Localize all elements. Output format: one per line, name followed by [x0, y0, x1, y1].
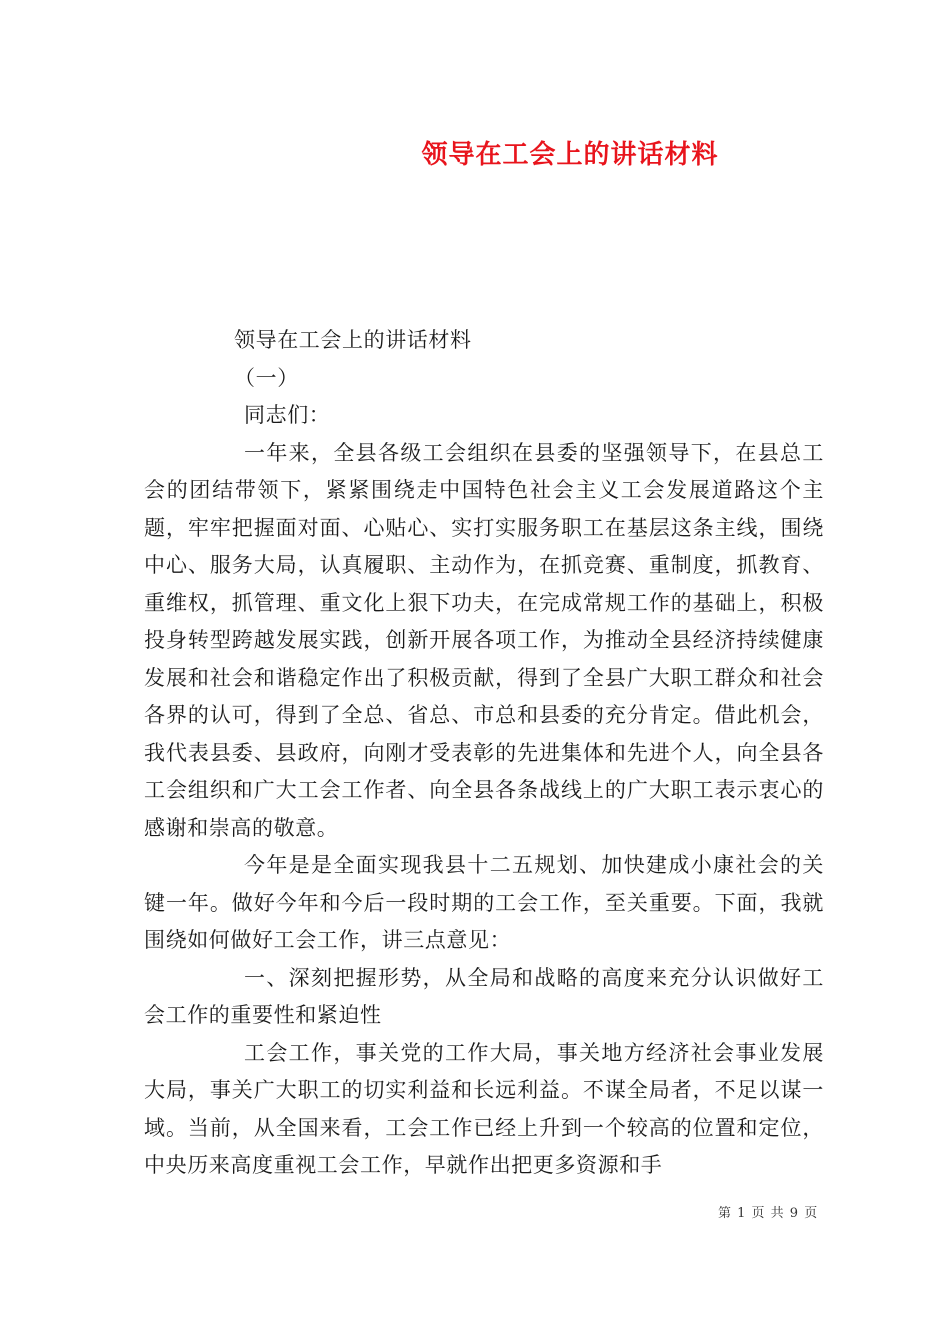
paragraph: 工会工作，事关党的工作大局，事关地方经济社会事业发展大局，事关广大职工的切实利益和长远利益。不谋全局者，不足以谋一域。当前，从全国来看，工会工作已经上升到一个较高的位置和定位，中央历来高度重视工会工作，早就作出把更多资源和手 — [144, 1040, 824, 1177]
section-number: （一） — [234, 365, 299, 390]
section-heading: 一、深刻把握形势，从全局和战略的高度来充分认识做好工会工作的重要性和紧迫性 — [144, 965, 824, 1027]
page-indicator: 第 1 页 共 9 页 — [718, 1206, 819, 1221]
paragraph: 一年来，全县各级工会组织在县委的坚强领导下，在县总工会的团结带领下，紧紧围绕走中国特色社会主义工会发展道路这个主题，牢牢把握面对面、心贴心、实打实服务职工在基层这条主线，围绕中心、服务大局，认真履职、主动作为，在抓竞赛、重制度，抓教育、重维权，抓管理、重文化上狠下功夫，在完成常规工作的基础上，积极投身转型跨越发展实践，创新开展各项工作，为推动全县经济持续健康发展和社会和谐稳定作出了积极贡献，得到了全县广大职工群众和社会各界的认可，得到了全总、省总、市总和县委的充分肯定。借此机会，我代表县委、县政府，向刚才受表彰的先进集体和先进个人，向全县各工会组织和广大工会工作者、向全县各条战线上的广大职工表示衷心的感谢和崇高的敬意。 — [144, 440, 824, 840]
speech-subtitle: 领导在工会上的讲话材料 — [234, 328, 472, 352]
document-body — [144, 322, 824, 1185]
paragraph: 今年是是全面实现我县十二五规划、加快建成小康社会的关键一年。做好今年和今后一段时期的工会工作，至关重要。下面，我就围绕如何做好工会工作，讲三点意见： — [144, 853, 824, 952]
document-header-title: 领导在工会上的讲话材料 — [421, 140, 719, 170]
greeting: 同志们： — [244, 403, 331, 427]
